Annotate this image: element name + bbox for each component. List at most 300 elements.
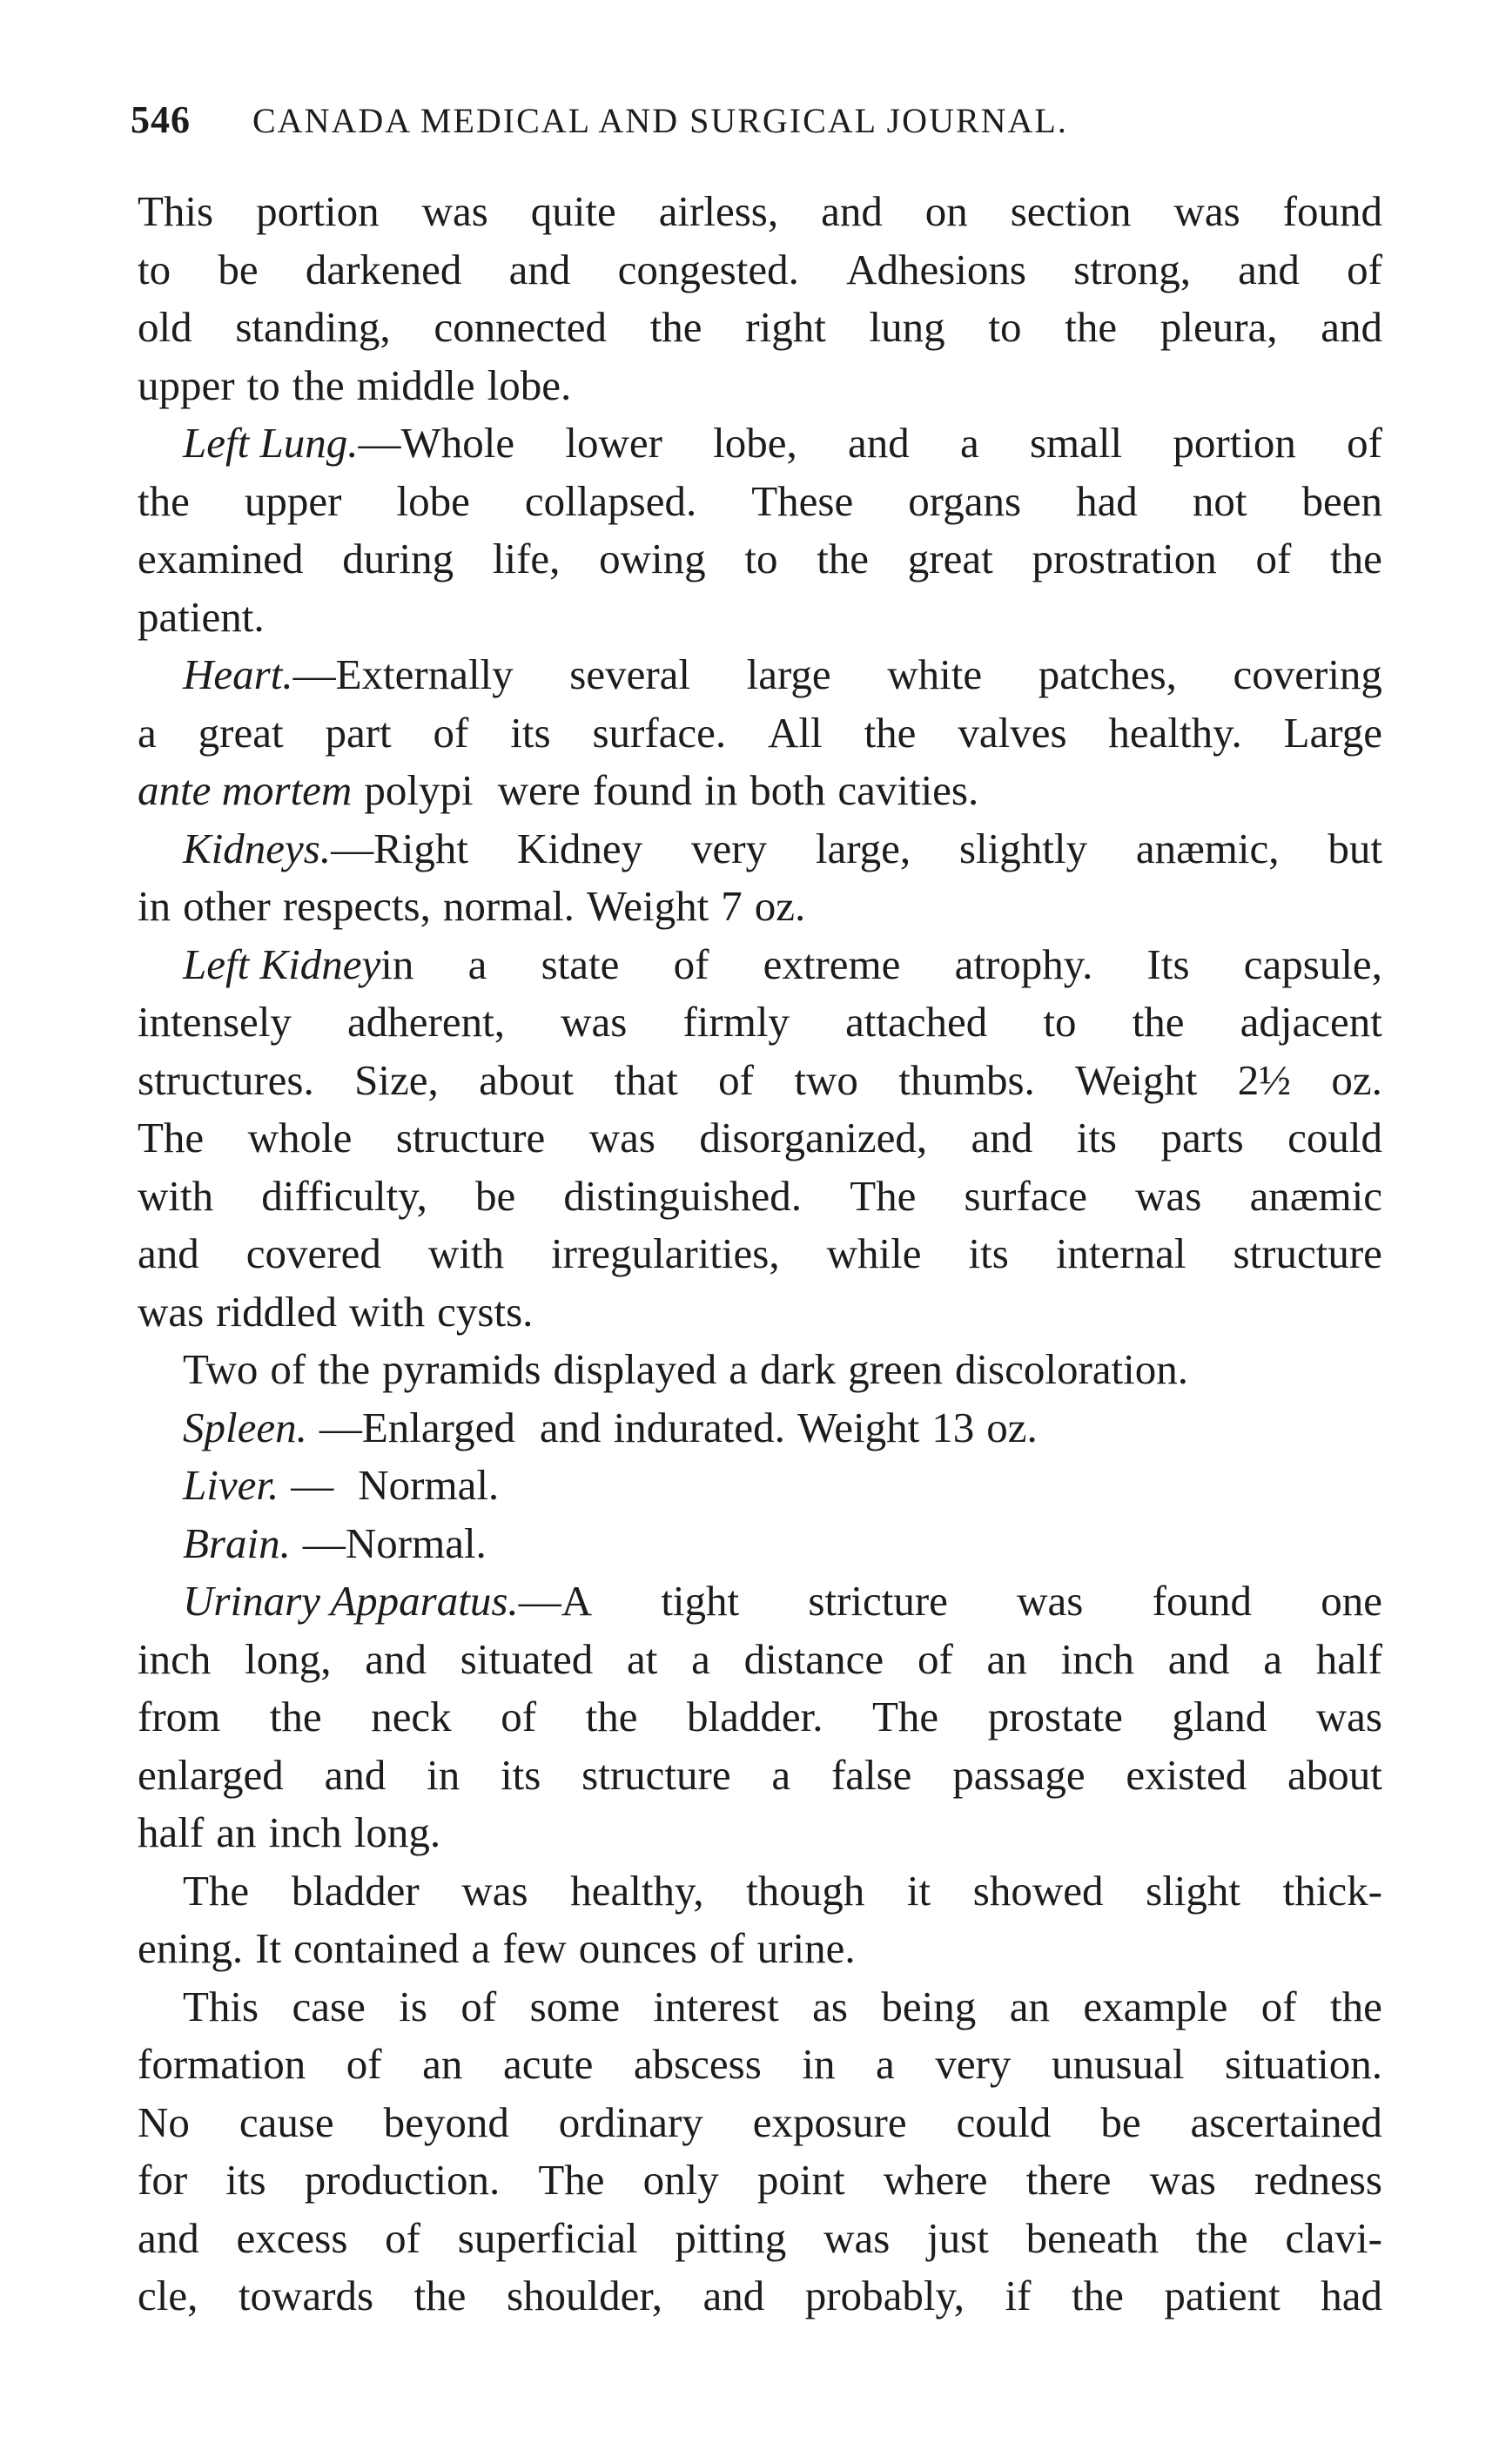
word: ounces: [578, 1924, 697, 1972]
word: valves: [958, 708, 1067, 757]
word: an: [986, 1634, 1027, 1683]
word: and: [508, 245, 571, 293]
word: half: [138, 1808, 205, 1856]
section-label: Left Kidney: [183, 939, 381, 988]
word: upper: [138, 360, 235, 409]
word: if: [1005, 2272, 1032, 2319]
word: distance: [743, 1634, 884, 1683]
paragraph: [138, 1457, 1382, 1515]
word: both: [750, 766, 826, 814]
word: to: [744, 535, 778, 582]
text-line: [138, 1688, 1382, 1747]
word: of: [270, 1345, 306, 1393]
word: and: [848, 419, 910, 467]
paragraph: [138, 646, 1382, 820]
text-line: [138, 1862, 1382, 1921]
word: the: [269, 1693, 322, 1740]
word: surface: [964, 1171, 1087, 1220]
paragraph: [138, 1572, 1382, 1862]
section-label: Spleen.: [183, 1403, 307, 1451]
text-line: [138, 1052, 1382, 1110]
text-line: [138, 762, 1382, 820]
word: of: [346, 2040, 382, 2088]
word: long.: [353, 1808, 441, 1856]
word: the: [1330, 535, 1382, 582]
label-group: [183, 1572, 592, 1631]
word: other: [183, 882, 271, 930]
word: one: [1321, 1577, 1382, 1625]
word: situated: [460, 1634, 594, 1683]
word: was: [1315, 1693, 1382, 1740]
word: with: [427, 1229, 504, 1277]
word: and: [702, 2272, 765, 2319]
section-label: Kidneys.: [183, 824, 332, 872]
text-line: [138, 299, 1382, 357]
word: small: [1029, 419, 1123, 467]
word: with: [349, 1287, 426, 1336]
word: The: [138, 1114, 205, 1161]
label-group: [183, 646, 514, 704]
word: very: [690, 824, 768, 872]
word: was: [588, 1114, 655, 1161]
word: point: [756, 2156, 845, 2204]
word: there: [1025, 2156, 1112, 2204]
word: its: [510, 708, 551, 757]
label-group: [183, 820, 468, 879]
word: found: [1152, 1577, 1252, 1625]
word: Size,: [354, 1055, 439, 1104]
word: an: [422, 2040, 463, 2088]
text-line: [138, 1225, 1382, 1283]
word: of: [1255, 535, 1292, 582]
word: These: [751, 476, 854, 525]
word: pitting: [675, 2213, 787, 2262]
word: during: [342, 535, 454, 582]
word: of: [718, 1055, 754, 1104]
word: structure: [395, 1114, 546, 1161]
word: airless,: [658, 187, 779, 235]
word: urine.: [756, 1924, 856, 1972]
section-label: ante mortem: [138, 766, 353, 814]
word: was: [1135, 1171, 1202, 1220]
word: acute: [502, 2040, 594, 2088]
word: whole: [247, 1114, 353, 1161]
word: structure: [1233, 1229, 1382, 1277]
word: No: [138, 2097, 190, 2146]
word: lung: [869, 303, 945, 351]
word: stricture: [808, 1577, 948, 1625]
word: Weight: [586, 882, 709, 930]
word: The: [183, 1866, 250, 1915]
word: lobe.: [487, 360, 572, 409]
word: prostration: [1032, 535, 1217, 582]
word: in: [802, 2040, 836, 2088]
word: in: [427, 1750, 460, 1799]
word: exposure: [752, 2097, 907, 2146]
word: false: [830, 1750, 912, 1799]
page-number: 546: [131, 98, 191, 141]
word: —A: [518, 1577, 593, 1625]
word: an: [1009, 1982, 1050, 2030]
word: beneath: [1025, 2213, 1159, 2262]
text-line: [138, 1399, 1382, 1458]
word: had: [1076, 476, 1138, 525]
word: beyond: [383, 2097, 509, 2146]
word: was: [1173, 187, 1240, 235]
word: All: [768, 708, 823, 757]
word: was: [1149, 2156, 1216, 2204]
word: of: [1260, 1982, 1297, 2030]
word: and: [539, 1403, 602, 1451]
word: healthy,: [570, 1866, 704, 1915]
word: normal.: [442, 882, 575, 930]
word: clavi-: [1285, 2213, 1382, 2262]
word: and: [138, 2213, 199, 2262]
word: Weight: [1075, 1055, 1198, 1104]
word: be: [475, 1171, 516, 1220]
text-line: [138, 820, 1382, 879]
text-line: [138, 1457, 1382, 1515]
word: production.: [304, 2156, 501, 2204]
word: was: [823, 2213, 891, 2262]
word: portion: [1173, 419, 1296, 467]
label-group: [183, 936, 413, 994]
text-line: [138, 1920, 1382, 1978]
word: superficial: [457, 2213, 638, 2262]
word: while: [826, 1229, 922, 1277]
word: bladder: [291, 1866, 420, 1915]
word: structure: [581, 1750, 731, 1799]
word: about: [1287, 1750, 1382, 1799]
text-line: [138, 936, 1382, 994]
word: inch: [268, 1808, 342, 1856]
word: and: [971, 1114, 1033, 1161]
word: of: [709, 1924, 745, 1972]
word: towards: [238, 2272, 374, 2319]
text-line: [138, 2151, 1382, 2210]
text-line: [138, 1109, 1382, 1168]
label-group: [183, 1399, 528, 1458]
word: attached: [845, 998, 988, 1046]
word: been: [1301, 476, 1382, 525]
word: —Right: [331, 824, 469, 872]
word: the: [585, 1693, 638, 1740]
running-title: CANADA MEDICAL AND SURGICAL JOURNAL.: [252, 101, 1068, 140]
word: showed: [972, 1866, 1104, 1915]
word: shoulder,: [506, 2272, 662, 2319]
word: could: [956, 2097, 1052, 2146]
word: Two: [183, 1345, 259, 1393]
word: cle,: [138, 2272, 198, 2319]
word: the: [292, 360, 345, 409]
section-label: Liver.: [183, 1461, 279, 1509]
word: firmly: [682, 998, 790, 1046]
section-label: Heart.: [183, 650, 293, 698]
word: examined: [138, 535, 304, 582]
text-line: [138, 646, 1382, 704]
word: covering: [1233, 650, 1382, 698]
word: capsule,: [1243, 939, 1382, 988]
word: Large: [1283, 708, 1382, 757]
word: This: [138, 187, 214, 235]
text-line: [138, 589, 1382, 647]
word: of: [1347, 245, 1382, 293]
text-line: [138, 530, 1382, 589]
word: a: [138, 708, 157, 757]
word: ening.: [138, 1924, 244, 1972]
word: of: [1347, 419, 1382, 467]
word: a: [467, 939, 487, 988]
word: of: [460, 1982, 497, 2030]
word: connected: [434, 303, 607, 351]
word: healthy.: [1108, 708, 1242, 757]
word: Adhesions: [846, 245, 1026, 293]
word: prostate: [987, 1693, 1123, 1740]
word: for: [138, 2156, 188, 2204]
word: riddled: [216, 1287, 338, 1336]
word: a: [471, 1924, 491, 1972]
word: to: [1043, 998, 1077, 1046]
label-group: [183, 1457, 346, 1515]
paragraph: [138, 1978, 1382, 2326]
word: lobe,: [713, 419, 797, 467]
word: structures.: [138, 1055, 314, 1104]
label-group: [138, 762, 486, 820]
text-line: [138, 1978, 1382, 2037]
word: darkened: [305, 245, 462, 293]
text-line: [138, 993, 1382, 1052]
word: —Enlarged: [319, 1403, 515, 1451]
word: respects,: [282, 882, 431, 930]
word: —Whole: [358, 419, 515, 467]
word: internal: [1055, 1229, 1186, 1277]
word: to: [988, 303, 1022, 351]
word: is: [399, 1982, 427, 2030]
text-line: [138, 1168, 1382, 1226]
label-group: [183, 414, 514, 473]
word: 7: [721, 882, 743, 930]
word: gland: [1172, 1693, 1267, 1740]
text-line: [138, 1283, 1382, 1342]
word: and: [138, 1229, 199, 1277]
word: the: [864, 708, 917, 757]
word: found: [1282, 187, 1382, 235]
word: the: [1195, 2213, 1248, 2262]
word: great: [198, 708, 284, 757]
section-label: Urinary Apparatus.: [183, 1577, 519, 1625]
word: in: [380, 939, 414, 988]
text-line: [138, 1747, 1382, 1805]
word: that: [614, 1055, 678, 1104]
word: its: [501, 1750, 541, 1799]
running-header: [131, 98, 1367, 142]
word: be: [218, 245, 259, 293]
text-line: [138, 704, 1382, 763]
word: about: [479, 1055, 574, 1104]
text-line: [138, 357, 1382, 415]
word: pyramids: [382, 1345, 541, 1393]
word: had: [1321, 2272, 1382, 2319]
word: 2½: [1237, 1055, 1292, 1104]
word: not: [1192, 476, 1247, 525]
word: section: [1010, 187, 1132, 235]
text-line: [138, 2094, 1382, 2152]
text-line: [138, 2267, 1382, 2326]
word: adherent,: [347, 998, 505, 1046]
word: thumbs.: [898, 1055, 1035, 1104]
word: patient.: [138, 592, 265, 641]
word: cysts.: [437, 1287, 534, 1336]
word: parts: [1160, 1114, 1244, 1161]
word: thick-: [1282, 1866, 1382, 1915]
word: state: [541, 939, 620, 988]
word: surface.: [592, 708, 727, 757]
word: great: [907, 535, 993, 582]
word: pleura,: [1160, 303, 1278, 351]
word: example: [1083, 1982, 1228, 2030]
word: —Normal.: [302, 1518, 487, 1567]
word: unusual: [1051, 2040, 1185, 2088]
word: Its: [1146, 939, 1190, 988]
word: it: [906, 1866, 931, 1915]
word: disorganized,: [699, 1114, 928, 1161]
word: adjacent: [1240, 998, 1382, 1046]
text-line: [138, 414, 1382, 473]
word: bladder.: [686, 1693, 823, 1740]
word: right: [745, 303, 826, 351]
word: probably,: [804, 2272, 965, 2319]
word: redness: [1254, 2156, 1382, 2204]
word: displayed: [553, 1345, 717, 1393]
word: the: [413, 2272, 467, 2319]
paragraph: [138, 414, 1382, 646]
word: its: [225, 2156, 266, 2204]
text-line: [138, 2210, 1382, 2268]
word: patient: [1164, 2272, 1281, 2319]
word: collapsed.: [524, 476, 697, 525]
word: of: [501, 1693, 537, 1740]
word: the: [1330, 1982, 1382, 2030]
word: and: [365, 1634, 427, 1683]
word: life,: [492, 535, 561, 582]
word: difficulty,: [261, 1171, 427, 1220]
word: irregularities,: [551, 1229, 780, 1277]
word: and: [324, 1750, 387, 1799]
text-line: [138, 878, 1382, 936]
word: of: [673, 939, 709, 988]
word: neck: [371, 1693, 452, 1740]
word: lower: [565, 419, 662, 467]
word: upper: [244, 476, 342, 525]
word: atrophy.: [954, 939, 1093, 988]
word: was: [421, 187, 488, 235]
word: existed: [1126, 1750, 1247, 1799]
word: but: [1328, 824, 1382, 872]
word: strong,: [1073, 245, 1191, 293]
word: large: [746, 650, 831, 698]
word: the: [1065, 303, 1118, 351]
text-line: [138, 1631, 1382, 1689]
word: excess: [236, 2213, 348, 2262]
word: This: [183, 1982, 259, 2030]
word: as: [812, 1982, 848, 2030]
word: case: [292, 1982, 366, 2030]
word: of: [917, 1634, 953, 1683]
word: at: [626, 1634, 658, 1683]
word: passage: [952, 1750, 1086, 1799]
word: long,: [245, 1634, 332, 1683]
word: only: [642, 2156, 719, 2204]
paragraph: [138, 936, 1382, 1342]
word: the: [318, 1345, 371, 1393]
word: a: [771, 1750, 791, 1799]
text-line: [138, 473, 1382, 531]
word: slight: [1146, 1866, 1241, 1915]
word: the: [649, 303, 702, 351]
word: was: [561, 998, 628, 1046]
word: abscess: [633, 2040, 762, 2088]
word: its: [968, 1229, 1009, 1277]
text-line: [138, 241, 1382, 300]
word: tight: [661, 1577, 740, 1625]
word: Normal.: [358, 1461, 500, 1509]
paragraph: [138, 820, 1382, 936]
word: was: [461, 1866, 528, 1915]
word: covered: [245, 1229, 381, 1277]
word: owing: [599, 535, 706, 582]
paragraph: [138, 1341, 1382, 1399]
word: from: [138, 1693, 221, 1740]
paragraph: [138, 1515, 1382, 1573]
word: the: [1132, 998, 1185, 1046]
paragraph: [138, 1399, 1382, 1458]
word: half: [1315, 1634, 1382, 1683]
section-label: Brain.: [183, 1518, 291, 1567]
word: congested.: [617, 245, 799, 293]
word: oz.: [986, 1403, 1038, 1451]
word: and: [1167, 1634, 1230, 1683]
word: polypi: [364, 766, 474, 814]
word: were: [497, 766, 581, 814]
word: 13: [931, 1403, 975, 1451]
word: part: [325, 708, 392, 757]
word: enlarged: [138, 1750, 284, 1799]
word: on: [924, 187, 968, 235]
word: white: [887, 650, 983, 698]
word: interest: [653, 1982, 779, 2030]
word: distinguished.: [563, 1171, 803, 1220]
label-group: [183, 1515, 499, 1573]
word: The: [850, 1171, 917, 1220]
word: could: [1287, 1114, 1382, 1161]
text-line: [138, 1572, 1382, 1631]
word: several: [569, 650, 691, 698]
word: and: [1238, 245, 1300, 293]
word: anæmic,: [1135, 824, 1280, 872]
word: some: [529, 1982, 621, 2030]
word: discoloration.: [954, 1345, 1189, 1393]
word: a: [1263, 1634, 1282, 1683]
word: in: [138, 882, 171, 930]
word: oz.: [1331, 1055, 1382, 1104]
word: the: [817, 535, 870, 582]
word: ascertained: [1190, 2097, 1382, 2146]
word: an: [216, 1808, 257, 1856]
word: The: [872, 1693, 939, 1740]
word: inch: [138, 1634, 212, 1683]
paragraph: [138, 1862, 1382, 1978]
word: middle: [356, 360, 475, 409]
